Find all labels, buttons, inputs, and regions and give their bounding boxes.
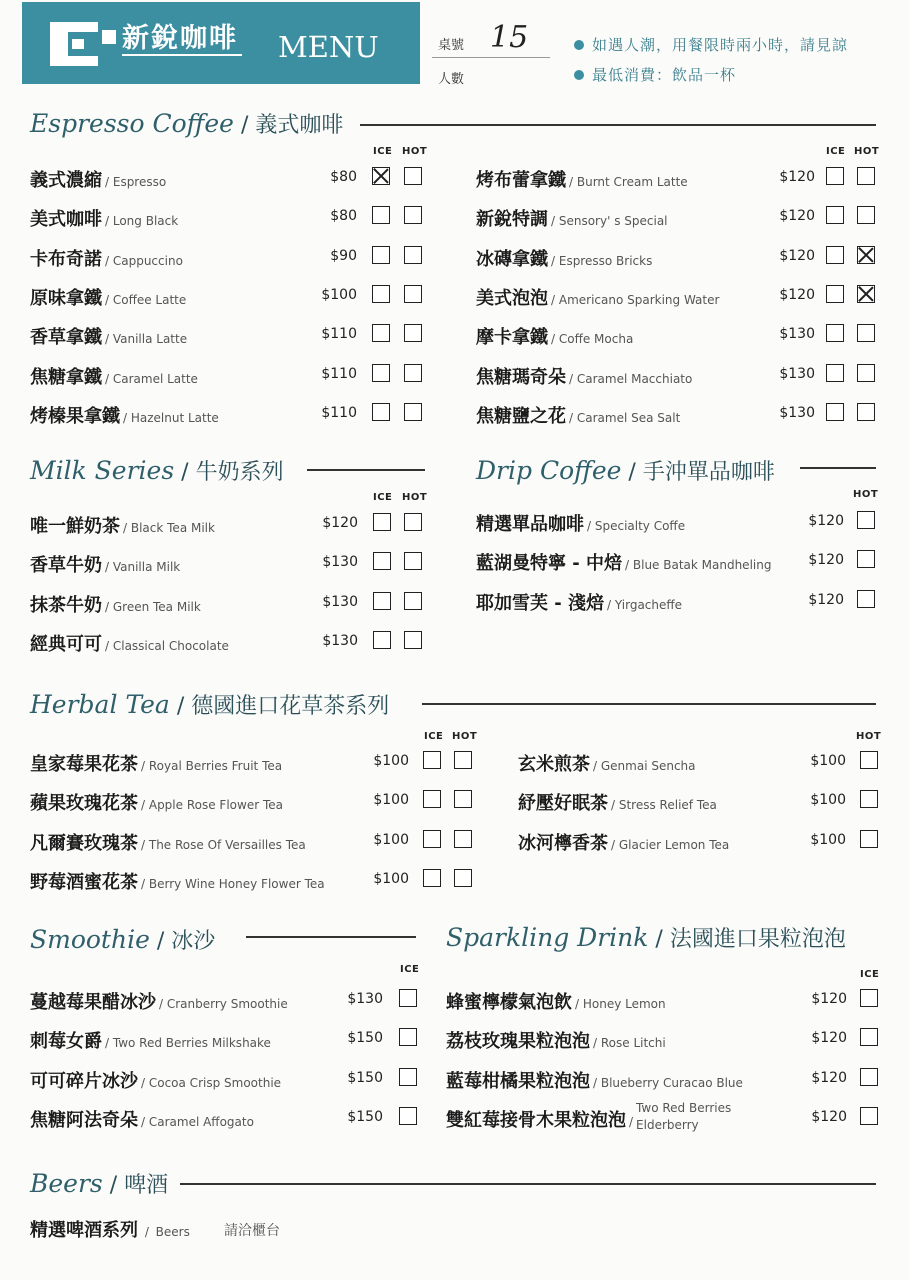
ice-checkbox[interactable] [423, 790, 441, 808]
item-name-zh: 可可碎片冰沙 [30, 1070, 138, 1092]
menu-item-name [476, 510, 685, 536]
item-name-en: / Two Red Berries Milkshake [105, 1036, 271, 1051]
ice-checkbox[interactable] [860, 1028, 878, 1046]
col-ice-label: ICE [826, 146, 846, 157]
ice-checkbox[interactable] [372, 285, 390, 303]
item-name-zh: 焦糖鹽之花 [476, 405, 566, 427]
item-name-zh: 蜂蜜檸檬氣泡飲 [446, 992, 572, 1013]
item-price: $150 [347, 1108, 383, 1125]
section-title-milk: Milk Series / 牛奶系列 [30, 456, 284, 485]
menu-item-name [30, 512, 215, 538]
ice-checkbox[interactable] [373, 592, 391, 610]
item-name-en: / Apple Rose Flower Tea [141, 798, 283, 813]
ice-checkbox[interactable] [372, 364, 390, 382]
menu-item-name [30, 551, 180, 577]
item-name-en: / Espresso Bricks [551, 253, 653, 268]
item-name-en: / Cocoa Crisp Smoothie [141, 1075, 282, 1090]
item-name-zh: 抹茶牛奶 [30, 594, 102, 616]
item-price: $120 [322, 515, 358, 531]
item-price: $100 [321, 286, 357, 303]
item-name-en: / Berry Wine Honey Flower Tea [141, 876, 325, 891]
ice-checkbox[interactable] [860, 989, 878, 1007]
menu-item-name [476, 323, 633, 349]
item-name-en: / Black Tea Milk [123, 521, 215, 535]
bullet-icon [574, 70, 584, 80]
ice-checkbox[interactable] [423, 869, 441, 887]
item-name-zh: 紓壓好眠茶 [518, 793, 608, 815]
item-name-en: / Yirgacheffe [607, 597, 683, 612]
item-name-en: / Espresso [105, 175, 167, 189]
item-price: $120 [808, 591, 844, 608]
col-ice-label: ICE [860, 969, 880, 980]
ice-checkbox[interactable] [399, 989, 417, 1007]
col-hot-label: HOT [854, 146, 880, 157]
menu-item-name [476, 402, 680, 428]
guests-label: 人數 [438, 72, 465, 87]
hot-checkbox[interactable] [404, 592, 422, 610]
menu-item-name [476, 589, 682, 615]
section-title-herbal: Herbal Tea / 德國進口花草茶系列 [30, 690, 390, 719]
item-name-zh: 新銳特調 [476, 209, 548, 231]
menu-item-name [476, 166, 688, 192]
ice-checkbox[interactable] [826, 206, 844, 224]
hot-checkbox[interactable] [857, 364, 875, 382]
col-ice-label: ICE [424, 731, 444, 742]
hot-checkbox[interactable] [404, 513, 422, 531]
ice-checkbox[interactable] [826, 285, 844, 303]
ice-checkbox[interactable] [372, 324, 390, 342]
menu-word: MENU [278, 30, 379, 64]
item-price: $120 [808, 513, 844, 529]
item-price: $130 [322, 593, 358, 610]
hot-checkbox[interactable] [404, 206, 422, 224]
brand-underline [122, 54, 242, 56]
item-name-en: / Coffe Mocha [551, 332, 634, 347]
brand-name: 新銳咖啡 [122, 23, 238, 54]
menu-item-name [476, 245, 652, 271]
item-name-en: / Burnt Cream Latte [569, 175, 688, 189]
menu-item-name [446, 1067, 743, 1093]
hot-checkbox[interactable] [404, 631, 422, 649]
item-name-en: / Long Black [105, 214, 179, 229]
item-name-en: / Vanilla Latte [105, 332, 188, 347]
item-name-en: / The Rose Of Versailles Tea [141, 837, 306, 852]
item-name-en: / Hazelnut Latte [123, 410, 219, 425]
item-price: $150 [347, 1030, 383, 1047]
ice-checkbox[interactable] [372, 246, 390, 264]
item-price: $120 [811, 1108, 847, 1125]
ice-checkbox[interactable] [860, 1068, 878, 1086]
item-name-zh: 唯一鮮奶茶 [30, 516, 120, 537]
ice-checkbox[interactable] [826, 324, 844, 342]
ice-checkbox[interactable] [373, 631, 391, 649]
item-name-zh: 摩卡拿鐵 [476, 327, 548, 349]
item-price: $120 [811, 991, 847, 1007]
menu-item-name [30, 205, 178, 231]
hot-checkbox[interactable] [860, 830, 878, 848]
ice-checkbox[interactable] [826, 364, 844, 382]
item-name-en: Two Red Berries Elderberry [636, 1100, 732, 1132]
item-name-zh: 藍莓柑橘果粒泡泡 [446, 1070, 590, 1092]
item-name-zh: 焦糖阿法奇朵 [30, 1109, 138, 1131]
menu-item-name [30, 1067, 281, 1093]
divider [180, 1183, 876, 1185]
hot-checkbox[interactable] [404, 552, 422, 570]
item-price: $100 [810, 792, 846, 809]
item-name-zh: 經典可可 [30, 633, 102, 655]
item-price: $100 [373, 870, 409, 887]
hot-checkbox[interactable] [454, 790, 472, 808]
item-name-zh: 香草牛奶 [30, 555, 102, 577]
col-hot-label: HOT [402, 492, 428, 503]
item-name-zh: 精選單品咖啡 [476, 514, 584, 535]
item-name-zh: 卡布奇諾 [30, 248, 102, 270]
item-name-en: / Coffee Latte [105, 292, 187, 307]
col-ice-label: ICE [373, 492, 393, 503]
divider [360, 124, 876, 126]
menu-item-name [30, 750, 282, 776]
item-name-zh: 皇家莓果花茶 [30, 754, 138, 775]
ice-checkbox[interactable] [423, 751, 441, 769]
item-price: $130 [779, 365, 815, 382]
hot-checkbox[interactable] [404, 324, 422, 342]
item-price: $150 [347, 1069, 383, 1086]
hot-checkbox[interactable] [404, 167, 422, 185]
item-name-en: / Rose Litchi [593, 1036, 666, 1051]
item-name-zh: 野莓酒蜜花茶 [30, 871, 138, 893]
hot-checkbox[interactable] [857, 550, 875, 568]
hot-checkbox[interactable] [857, 511, 875, 529]
ice-checkbox[interactable] [399, 1028, 417, 1046]
item-name-zh: 焦糖瑪奇朵 [476, 366, 566, 388]
section-title-espresso: Espresso Coffee / 義式咖啡 [30, 109, 344, 138]
menu-item-name [518, 789, 717, 815]
item-name-en: / Caramel Sea Salt [569, 410, 681, 425]
hot-checkbox[interactable] [857, 403, 875, 421]
menu-item-name [476, 205, 668, 231]
hot-checkbox[interactable] [404, 246, 422, 264]
table-label: 桌號 [438, 38, 465, 53]
item-name-en: / Cranberry Smoothie [159, 997, 288, 1011]
menu-item-name [30, 868, 325, 894]
item-name-en: / Royal Berries Fruit Tea [141, 759, 283, 773]
item-price: $90 [330, 247, 357, 264]
item-name-en: / Glacier Lemon Tea [611, 837, 730, 852]
menu-item-name [446, 1027, 666, 1053]
menu-item-name [30, 284, 186, 310]
ice-checkbox[interactable] [372, 403, 390, 421]
ice-checkbox[interactable] [399, 1068, 417, 1086]
section-title-drip: Drip Coffee / 手沖單品咖啡 [476, 456, 775, 485]
item-price: $120 [779, 286, 815, 303]
item-name-zh: 蘋果玫瑰花茶 [30, 793, 138, 815]
item-name-en: / Honey Lemon [575, 997, 666, 1011]
notice-2: 最低消費：飲品一杯 [574, 64, 736, 85]
ice-checkbox[interactable] [423, 830, 441, 848]
item-price: $100 [373, 831, 409, 848]
bullet-icon [574, 40, 584, 50]
menu-item-name [30, 829, 306, 855]
divider [246, 936, 416, 938]
item-name-zh: 藍湖曼特寧 - 中焙 [476, 553, 623, 575]
item-name-zh: 荔枝玫瑰果粒泡泡 [446, 1031, 590, 1053]
menu-item-name [30, 363, 198, 389]
item-name-en: / Caramel Macchiato [569, 371, 693, 386]
section-title-beers: Beers / 啤酒 [30, 1169, 169, 1198]
beer-note: 請洽櫃台 [224, 1223, 280, 1239]
hot-checkbox[interactable] [857, 167, 875, 185]
ice-checkbox[interactable] [826, 167, 844, 185]
menu-item-name [30, 1106, 254, 1132]
item-name-zh: 冰磚拿鐵 [476, 248, 548, 270]
item-name-en: / Vanilla Milk [105, 560, 181, 575]
hot-checkbox[interactable] [860, 751, 878, 769]
item-price: $110 [321, 326, 357, 343]
item-price: $130 [347, 991, 383, 1007]
menu-item-name [446, 988, 666, 1014]
section-title-smoothie: Smoothie / 冰沙 [30, 925, 216, 954]
item-name-zh: 蔓越莓果醋冰沙 [30, 992, 156, 1013]
item-name-zh: 美式咖啡 [30, 209, 102, 231]
menu-item-name [518, 750, 696, 776]
table-line [432, 57, 550, 58]
item-price: $80 [330, 208, 357, 225]
item-name-en: / Americano Sparking Water [551, 292, 720, 307]
ice-checkbox[interactable] [372, 206, 390, 224]
divider [422, 703, 876, 705]
hot-checkbox[interactable] [404, 403, 422, 421]
item-name-zh: 美式泡泡 [476, 287, 548, 309]
hot-checkbox[interactable] [857, 285, 875, 303]
logo-banner [22, 2, 420, 84]
item-price: $100 [810, 753, 846, 769]
item-name-zh: 凡爾賽玫瑰茶 [30, 832, 138, 854]
item-name-en: / Classical Chocolate [105, 638, 229, 653]
menu-item-name [30, 402, 219, 428]
item-price: $130 [779, 326, 815, 343]
item-name-en: / Green Tea Milk [105, 599, 201, 614]
item-price: $80 [330, 169, 357, 185]
ice-checkbox[interactable] [373, 513, 391, 531]
ice-checkbox[interactable] [399, 1107, 417, 1125]
menu-item-name [30, 630, 229, 656]
hot-checkbox[interactable] [454, 751, 472, 769]
item-price: $100 [373, 792, 409, 809]
item-name-en: / Caramel Latte [105, 371, 198, 386]
item-name-zh: 刺莓女爵 [30, 1031, 102, 1053]
menu-item-name [30, 988, 288, 1014]
hot-checkbox[interactable] [857, 590, 875, 608]
notice-1: 如遇人潮，用餐限時兩小時，請見諒 [574, 34, 848, 55]
item-price: $130 [322, 632, 358, 649]
item-name-en: / Blue Batak Mandheling [625, 558, 772, 573]
menu-item-name [30, 245, 183, 271]
menu-item-name [30, 591, 201, 617]
ice-checkbox[interactable] [860, 1107, 878, 1125]
menu-item-name [30, 1027, 271, 1053]
item-name-en: / Genmai Sencha [593, 759, 696, 773]
item-name-zh: 雙紅莓接骨木果粒泡泡 [446, 1109, 626, 1131]
ice-checkbox[interactable] [373, 552, 391, 570]
divider [800, 467, 876, 469]
menu-item-name [518, 829, 729, 855]
menu-item-beers: 精選啤酒系列 / Beers [30, 1220, 190, 1241]
divider [307, 469, 425, 471]
hot-checkbox[interactable] [860, 790, 878, 808]
item-name-en: / Stress Relief Tea [611, 798, 717, 813]
menu-item-name [30, 166, 166, 192]
item-name-zh: 烤榛果拿鐵 [30, 405, 120, 427]
item-name-zh: 耶加雪芙 - 淺焙 [476, 592, 605, 614]
menu-item-name [476, 363, 692, 389]
item-name-zh: 冰河檸香茶 [518, 832, 608, 854]
hot-checkbox[interactable] [857, 206, 875, 224]
hot-checkbox[interactable] [404, 364, 422, 382]
item-name-en: / Sensory' s Special [551, 214, 668, 229]
item-price: $120 [808, 552, 844, 569]
hot-checkbox[interactable] [454, 869, 472, 887]
menu-item-name [476, 549, 771, 575]
col-ice-label: ICE [373, 146, 393, 157]
menu-item-name [30, 323, 187, 349]
item-name-zh: 焦糖拿鐵 [30, 366, 102, 388]
ice-checkbox[interactable] [826, 246, 844, 264]
item-name-zh: 原味拿鐵 [30, 287, 102, 309]
logo-icon [50, 22, 120, 66]
ice-checkbox[interactable] [372, 167, 390, 185]
hot-checkbox[interactable] [404, 285, 422, 303]
item-name-en: / Specialty Coffe [587, 519, 686, 533]
item-name-zh: 義式濃縮 [30, 170, 102, 191]
table-number: 15 [490, 20, 529, 55]
item-price: $100 [373, 753, 409, 769]
item-price: $110 [321, 365, 357, 382]
col-hot-label: HOT [402, 146, 428, 157]
item-price: $120 [811, 1069, 847, 1086]
hot-checkbox[interactable] [857, 324, 875, 342]
item-price: $120 [811, 1030, 847, 1047]
col-hot-label: HOT [452, 731, 478, 742]
item-name-zh: 烤布蕾拿鐵 [476, 170, 566, 191]
ice-checkbox[interactable] [826, 403, 844, 421]
hot-checkbox[interactable] [454, 830, 472, 848]
col-ice-label: ICE [400, 964, 420, 975]
item-name-en: / Cappuccino [105, 253, 183, 268]
item-name-zh: 玄米煎茶 [518, 754, 590, 775]
item-price: $100 [810, 831, 846, 848]
menu-item-name [446, 1100, 732, 1134]
col-hot-label: HOT [853, 489, 879, 500]
item-price: $110 [321, 404, 357, 421]
menu-item-name [476, 284, 719, 310]
section-title-sparkling: Sparkling Drink / 法國進口果粒泡泡 [446, 923, 846, 952]
item-price: $130 [779, 404, 815, 421]
item-name-sep: / [629, 1114, 634, 1129]
item-name-zh: 香草拿鐵 [30, 327, 102, 349]
item-price: $120 [779, 208, 815, 225]
col-hot-label: HOT [856, 731, 882, 742]
item-name-en: / Caramel Affogato [141, 1114, 254, 1129]
item-price: $130 [322, 554, 358, 571]
menu-item-name [30, 789, 283, 815]
item-price: $120 [779, 247, 815, 264]
item-price: $120 [779, 169, 815, 185]
hot-checkbox[interactable] [857, 246, 875, 264]
item-name-en: / Blueberry Curacao Blue [593, 1075, 743, 1090]
